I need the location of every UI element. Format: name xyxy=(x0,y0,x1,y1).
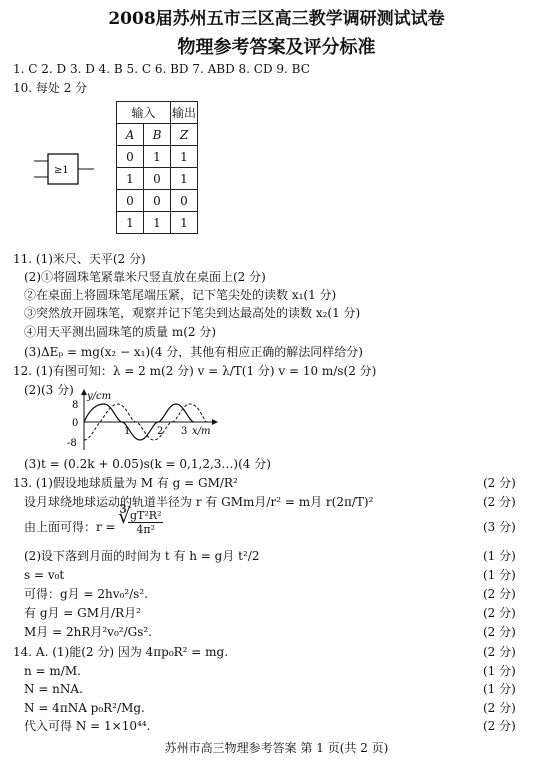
q11-line-2: (2)①将圆珠笔紧靠米尺竖直放在桌面上(2 分) xyxy=(24,270,266,284)
table-cell: 1 xyxy=(171,168,198,190)
q12-line-1: 12. (1)有图可知：λ = 2 m(2 分) v = λ/T(1 分) v = 10 m/s(2 分) xyxy=(13,364,377,378)
fraction-numerator: gT²R² xyxy=(130,509,162,522)
q12-line-3: (3)t = (0.2k + 0.05)s(k = 0,1,2,3…)(4 分) xyxy=(24,457,271,471)
x-tick-label: 3 xyxy=(181,426,188,437)
score: (1 分) xyxy=(483,664,516,678)
table-row xyxy=(117,212,198,234)
score: (2 分) xyxy=(483,701,516,715)
q13-line-8: M月 = 2hR月²v₀²/Gs². xyxy=(24,625,152,639)
x-axis-label: x/m xyxy=(192,426,211,437)
q13-line-5: s = v₀t xyxy=(24,568,65,582)
score: (2 分) xyxy=(483,606,516,620)
table-cell: 0 xyxy=(171,190,198,212)
q14-line-3: N = nNA. xyxy=(24,682,83,696)
score: (1 分) xyxy=(483,549,516,563)
y-tick-label: 0 xyxy=(72,418,79,429)
table-cell: 1 xyxy=(171,212,198,234)
fraction xyxy=(128,509,163,536)
truth-header-output: 输出 xyxy=(171,102,198,124)
q13-line-7: 有 g月 = GM月/R月² xyxy=(24,606,141,620)
table-row xyxy=(117,168,198,190)
gate-label: ≥1 xyxy=(54,165,69,176)
score: (2 分) xyxy=(483,645,516,659)
table-row xyxy=(117,190,198,212)
or-gate-symbol xyxy=(34,150,96,190)
table-cell: 1 xyxy=(144,212,171,234)
table-cell: 1 xyxy=(144,146,171,168)
q11-line-1: 11. (1)米尺、天平(2 分) xyxy=(13,252,146,266)
x-tick-label: 2 xyxy=(157,426,164,437)
page-footer: 苏州市高三物理参考答案 第 1 页(共 2 页) xyxy=(164,741,389,755)
score: (2 分) xyxy=(483,625,516,639)
q11-line-3: ②在桌面上将圆珠笔尾端压紧，记下笔尖处的读数 x₁(1 分) xyxy=(24,288,337,302)
y-tick-label: 8 xyxy=(72,400,79,411)
q10-label: 10. 每处 2 分 xyxy=(13,81,88,95)
table-cell: 1 xyxy=(117,168,144,190)
score: (1 分) xyxy=(483,568,516,582)
mcq-answers: 1. C 2. D 3. D 4. B 5. C 6. BD 7. ABD 8. CD 9. BC xyxy=(13,62,310,76)
q12-line-2: (2)(3 分) xyxy=(24,383,74,397)
table-cell: 0 xyxy=(117,146,144,168)
score: (1 分) xyxy=(483,682,516,696)
page-title: 2008届苏州五市三区高三教学调研测试试卷 xyxy=(108,9,445,29)
table-cell: 0 xyxy=(144,190,171,212)
table-row xyxy=(117,146,198,168)
x-tick-label: 1 xyxy=(124,426,131,437)
q14-line-2: n = m/M. xyxy=(24,664,81,678)
score: (3 分) xyxy=(483,520,516,534)
truth-header-input: 输入 xyxy=(117,102,171,124)
q13-line-6: 可得：g月 = 2hv₀²/s². xyxy=(24,587,148,601)
score: (2 分) xyxy=(483,495,516,509)
q11-line-4: ③突然放开圆珠笔，观察并记下笔尖到达最高处的读数 x₂(1 分) xyxy=(24,306,361,320)
q13-line-4: (2)设下落到月面的时间为 t 有 h = g月 t²/2 xyxy=(24,549,260,563)
truth-col-a: A xyxy=(117,124,144,146)
q11-line-5: ④用天平测出圆珠笔的质量 m(2 分) xyxy=(24,325,217,339)
wave-graph xyxy=(64,388,224,454)
q14-line-5: 代入可得 N = 1×10⁴⁴. xyxy=(24,719,151,733)
q11-line-6: (3)ΔEₚ = mg(x₂ − x₁)(4 分，其他有相应正确的解法同样给分) xyxy=(24,345,363,359)
q13-line-3: 由上面可得：r = xyxy=(24,520,116,534)
table-cell: 1 xyxy=(117,212,144,234)
q13-line-2: 设月球绕地球运动的轨道半径为 r 有 GMm月/r² = m月 r(2π/T)² xyxy=(24,495,374,509)
table-cell: 0 xyxy=(117,190,144,212)
y-axis-label: y/cm xyxy=(87,391,112,402)
y-tick-label: -8 xyxy=(67,438,77,449)
score: (2 分) xyxy=(483,719,516,733)
table-cell: 0 xyxy=(144,168,171,190)
score: (2 分) xyxy=(483,476,516,490)
truth-col-b: B xyxy=(144,124,171,146)
q14-line-4: N = 4πNA p₀R²/Mg. xyxy=(24,701,145,715)
q13-line-1: 13. (1)假设地球质量为 M 有 g = GM/R² xyxy=(13,476,238,490)
score: (2 分) xyxy=(483,587,516,601)
cube-root-sign: ∛ xyxy=(118,504,131,528)
truth-table xyxy=(116,101,198,234)
q14-line-1: 14. A. (1)能(2 分) 因为 4πp₀R² = mg. xyxy=(13,645,229,659)
page-subtitle: 物理参考答案及评分标准 xyxy=(177,37,376,58)
truth-col-z: Z xyxy=(171,124,198,146)
table-cell: 1 xyxy=(171,146,198,168)
fraction-denominator: 4π² xyxy=(136,523,156,536)
